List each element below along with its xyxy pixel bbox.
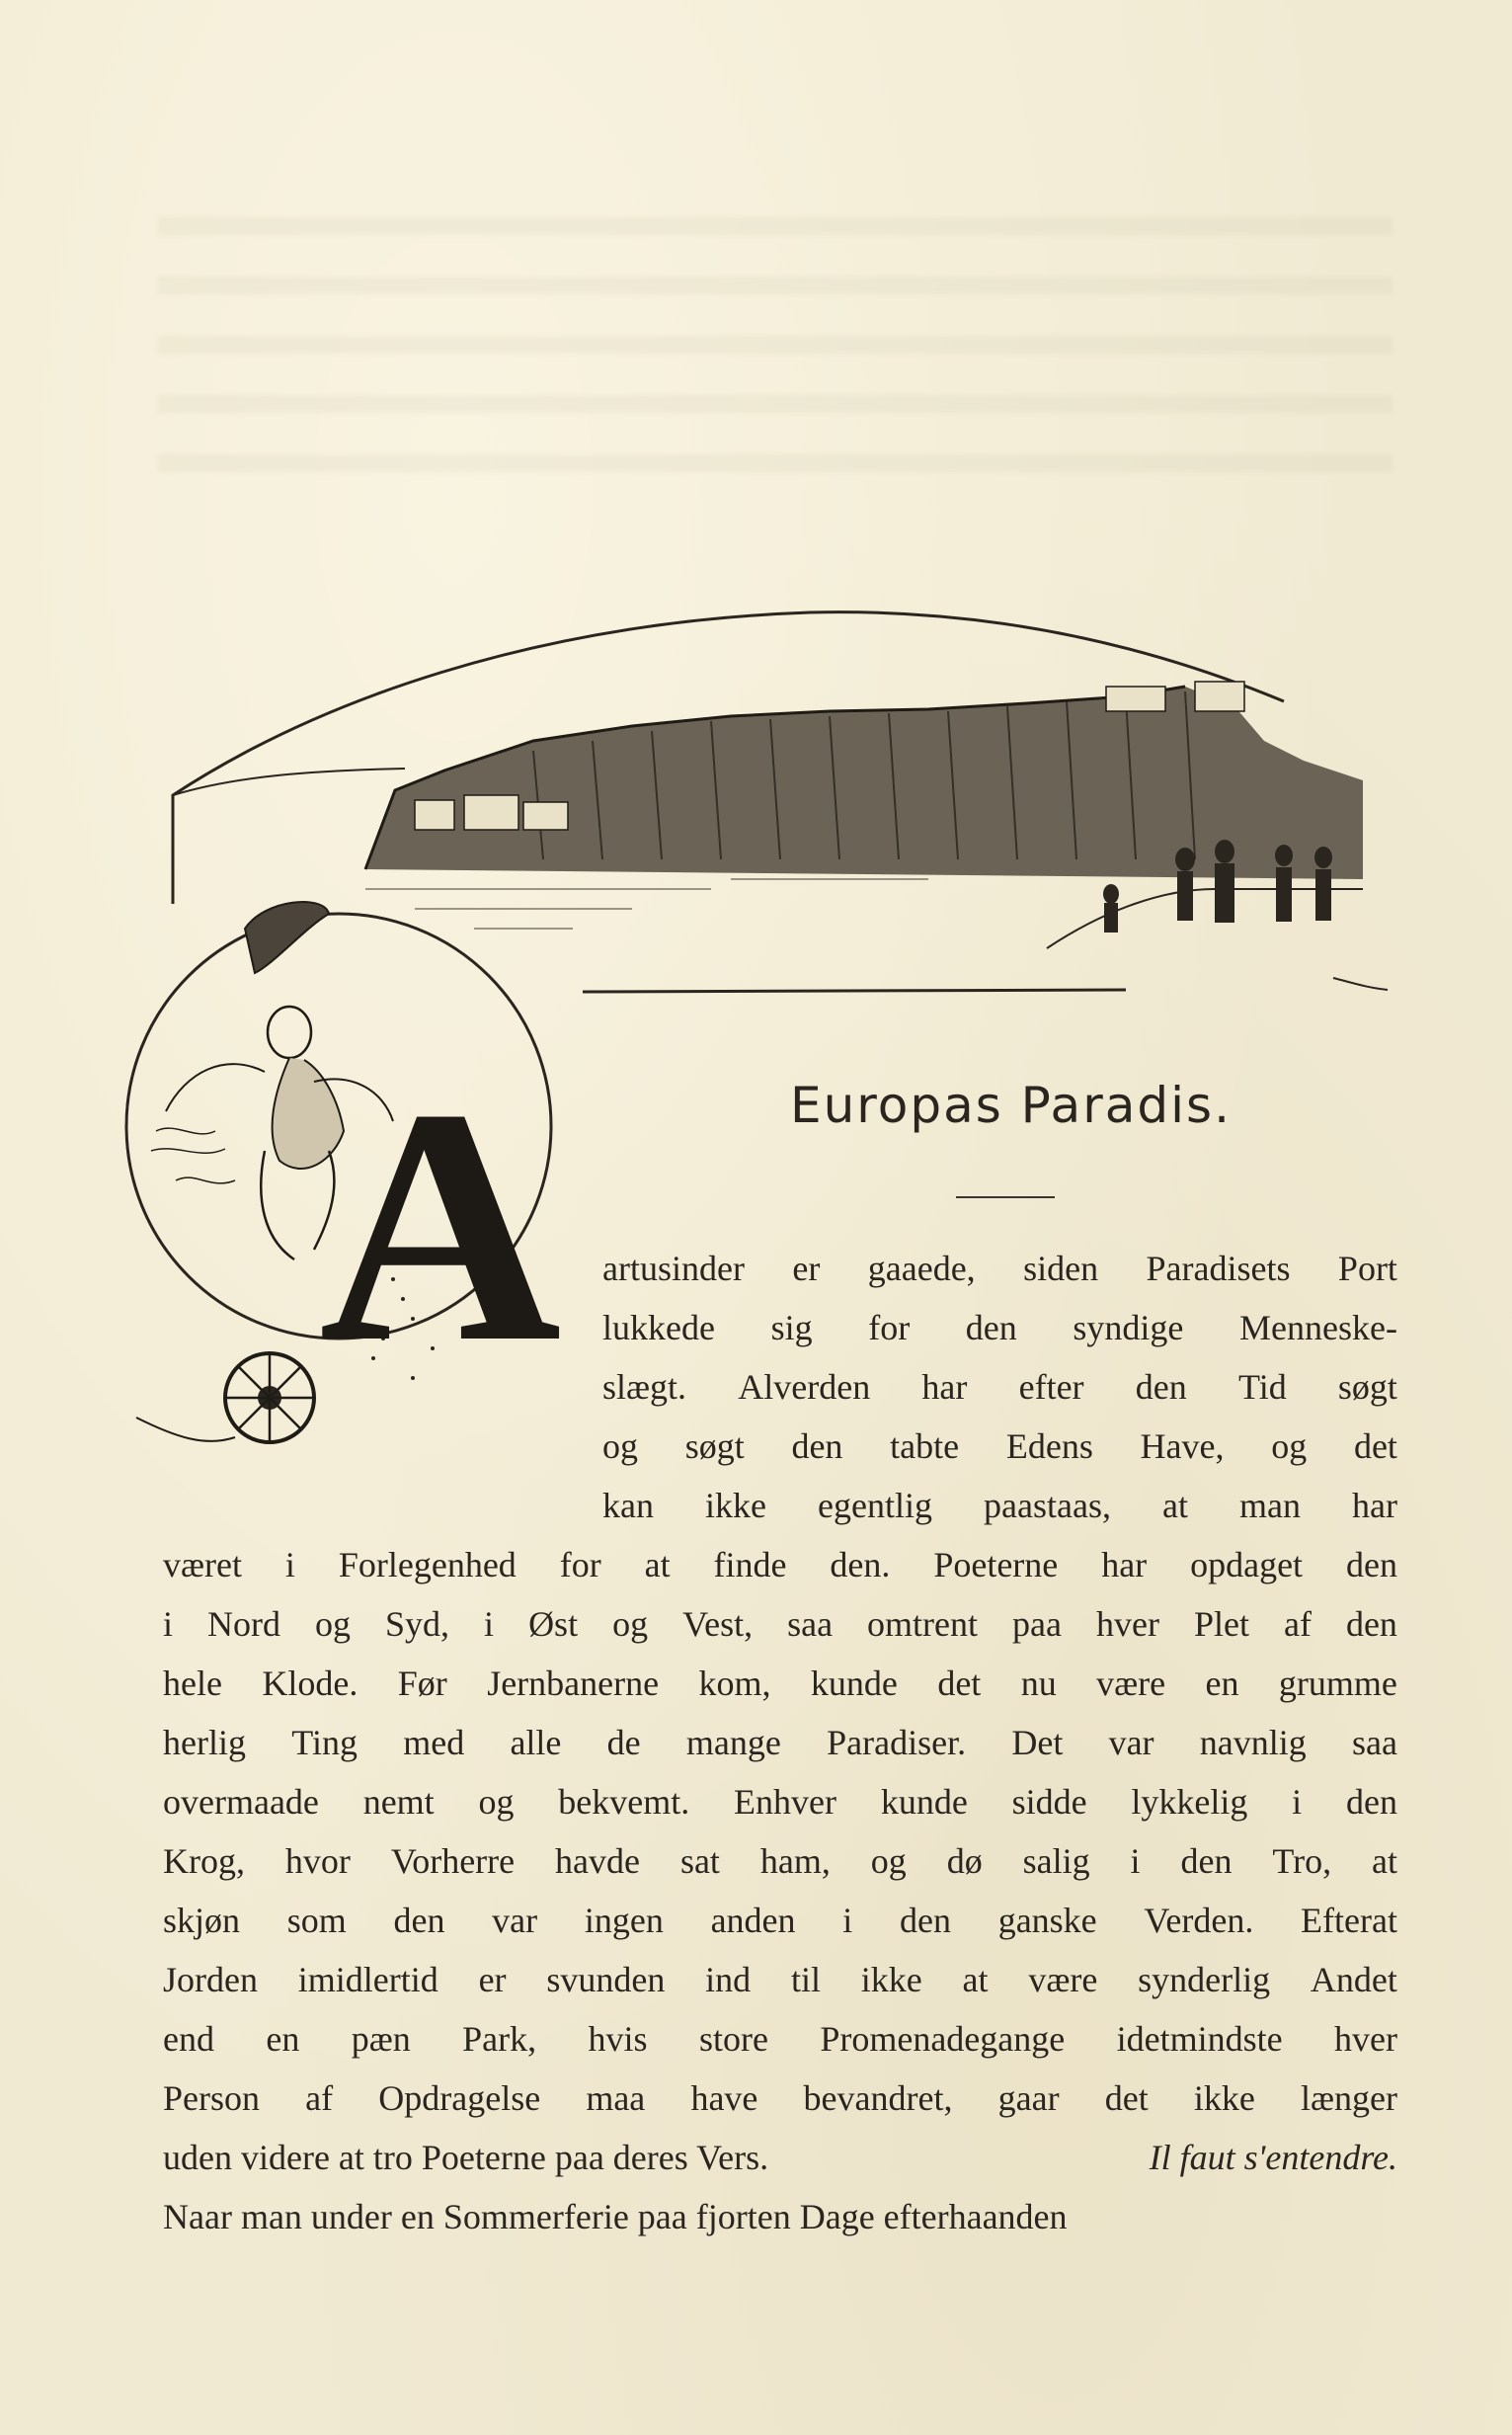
text-line: artusinder er gaaede, siden Paradisets Port [602,1249,1397,1288]
initial-letter: A [319,1039,562,1412]
text-line: Krog, hvor Vorherre havde sat ham, og dø salig i den Tro, at [163,1841,1397,1881]
text-line: været i Forlegenhed for at finde den. Poeterne har opdaget den [163,1545,1397,1584]
text-line: Jorden imidlertid er svunden ind til ikke at være synderlig Andet [163,1960,1397,1999]
text-line: end en pæn Park, hvis store Promenadegange idetmindste hver [163,2019,1397,2059]
text-line: overmaade nemt og bekvemt. Enhver kunde sidde lykkelig i den [163,1782,1397,1822]
title-divider [956,1196,1055,1198]
text-line: i Nord og Syd, i Øst og Vest, saa omtrent paa hver Plet af den [163,1604,1397,1644]
show-through-text [158,217,1393,474]
chapter-title: Europas Paradis. [790,1077,1232,1134]
text-line: Naar man under en Sommerferie paa fjorten Dage efterhaanden [163,2197,1068,2236]
text-line: herlig Ting med alle de mange Paradiser. Det var navnlig saa [163,1723,1397,1762]
text-line: skjøn som den var ingen anden i den ganske Verden. Efterat [163,1901,1397,1940]
text-line: hele Klode. Før Jernbanerne kom, kunde det nu være en grumme [163,1664,1397,1703]
text-line: kan ikke egentlig paastaas, at man har [602,1486,1397,1525]
text-line: lukkede sig for den syndige Menneske- [602,1308,1397,1347]
italic-phrase: Il faut s'entendre. [1149,2138,1397,2177]
text-line: uden videre at tro Poeterne paa deres Vers. Il faut s'entendre. [163,2128,1397,2187]
text-line: og søgt den tabte Edens Have, og det [602,1426,1397,1466]
text-line: slægt. Alverden har efter den Tid søgt [602,1367,1397,1407]
text-line: Person af Opdragelse maa have bevandret, gaar det ikke længer [163,2078,1397,2118]
decorated-initial [117,884,591,1516]
